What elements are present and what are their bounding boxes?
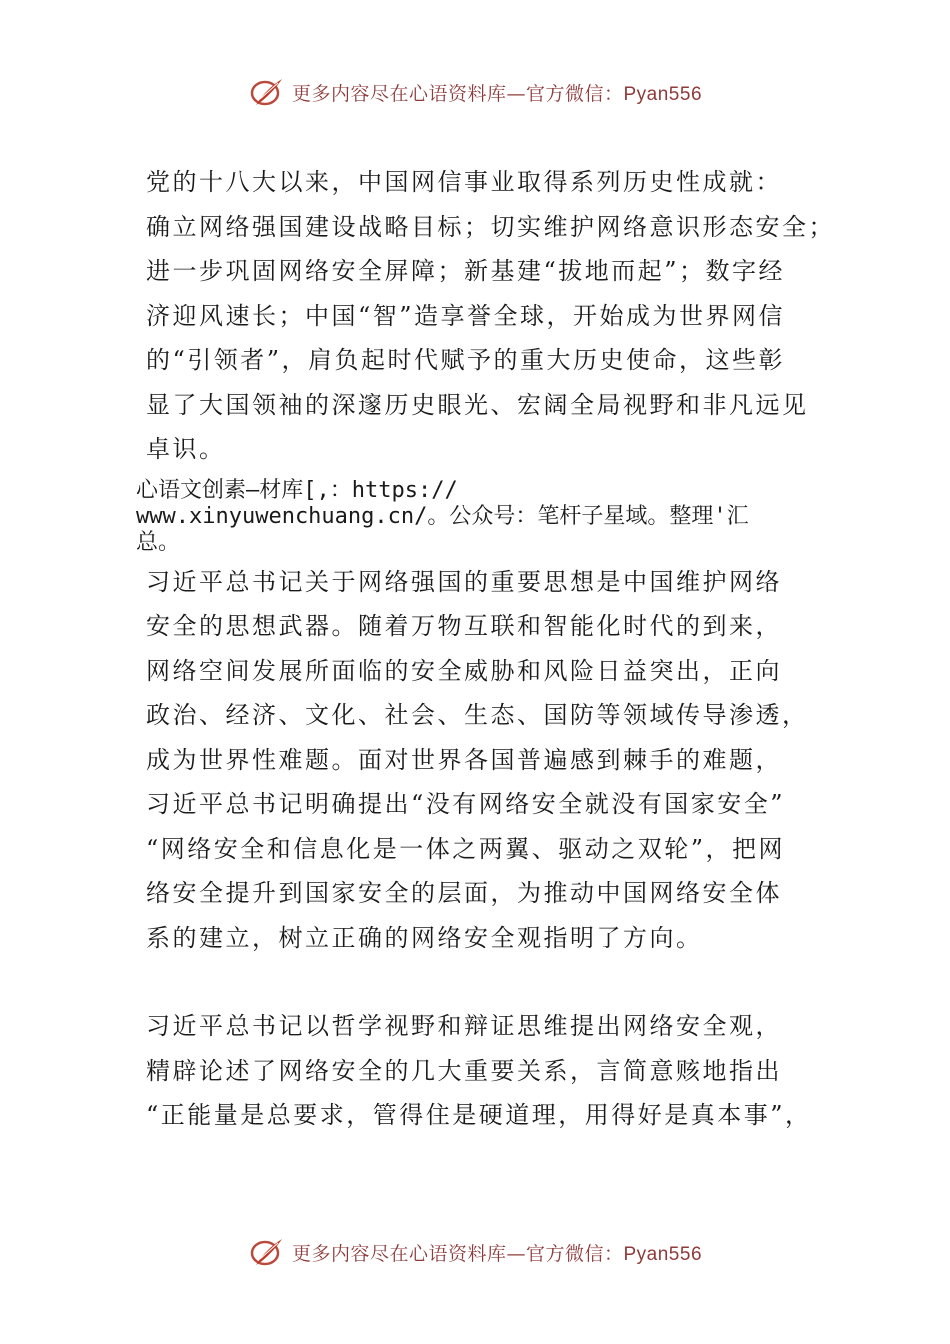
wechat-id: Pyan556: [623, 1243, 703, 1265]
header-watermark: [0, 72, 950, 112]
watermark-text: 更多内容尽在心语资料库—官方微信：Pyan556: [291, 82, 703, 105]
watermark-text: 更多内容尽在心语资料库—官方微信：Pyan556: [291, 1242, 703, 1265]
paragraph-achievements: 党的十八大以来，中国网信事业取得系列历史性成就： 确立网络强国建设战略目标；切实维护网络意识形态安全； 进一步巩固网络安全屏障；新基建“拔地而起”；数字经 济迎风速长；中国“智”造享誉全球，开始成为世界网信 的“引领者”，肩负起时代赋予的重大历史使命，这些彰 显了大国领袖的深邃历史眼光、宏阔全局视野和非凡远见 卓识。: [146, 168, 835, 463]
feather-circle-logo-icon: [248, 75, 286, 109]
document-body: [0, 160, 950, 1138]
paragraph-security-view: 习近平总书记以哲学视野和辩证思维提出网络安全观， 精辟论述了网络安全的几大重要关系，言简意赅地指出 “正能量是总要求，管得住是硬道理，用得好是真本事”，: [146, 1012, 812, 1129]
footer-watermark: [0, 1232, 950, 1272]
paragraph-thought-weapon: 习近平总书记关于网络强国的重要思想是中国维护网络 安全的思想武器。随着万物互联和智能化时代的到来， 网络空间发展所面临的安全威胁和风险日益突出，正向 政治、经济、文化、社会、生态、国防等领域传导渗透， 成为世界性难题。面对世界各国普遍感到棘手的难题， 习近平总书记明确提出“没有网络安全就没有国家安全” “网络安全和信息化是一体之两翼、驱动之双轮”，把网 络安全提升到国家安全的层面，为推动中国网络安全体 系的建立，树立正确的网络安全观指明了方向。: [146, 567, 809, 952]
wechat-id: Pyan556: [623, 83, 703, 105]
paragraph-spacer: [0, 960, 950, 1004]
feather-circle-logo-icon: [248, 1235, 286, 1269]
source-note: 心语文创素—材库[,：https:// www.xinyuwenchuang.cn/。公众号：笔杆子星域。整理'汇 总。: [136, 477, 749, 555]
